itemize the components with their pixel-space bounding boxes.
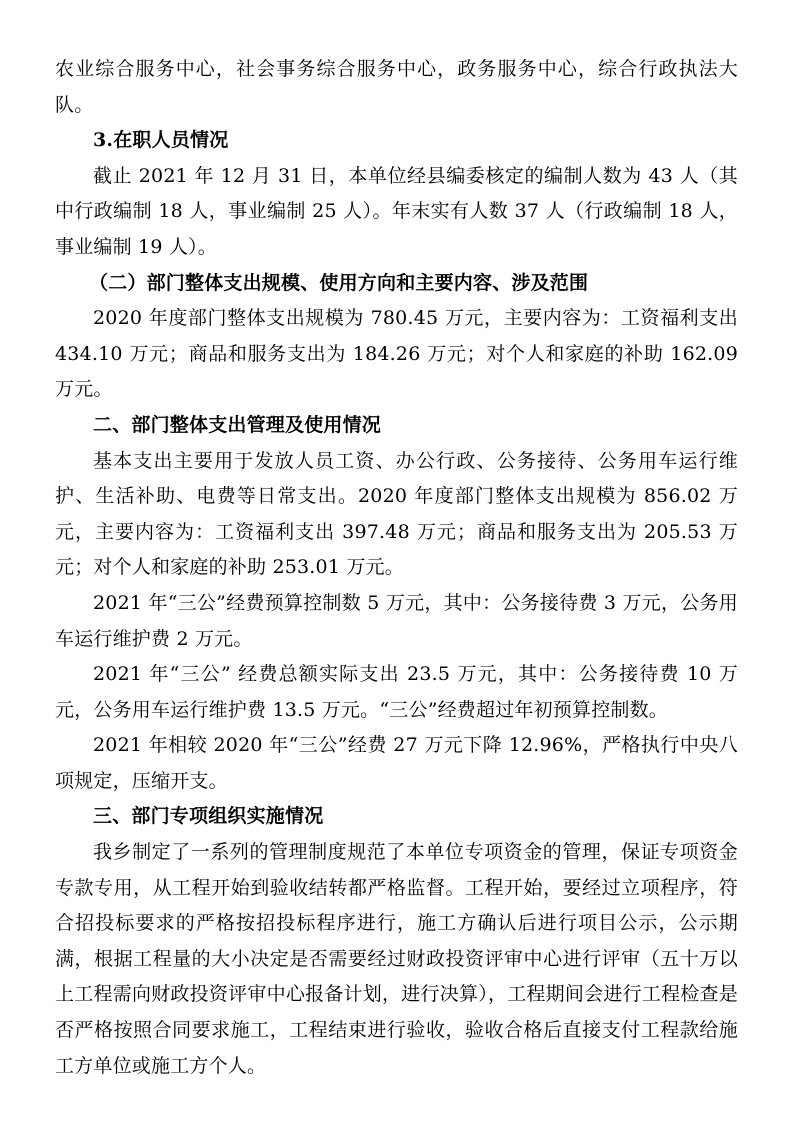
heading-staff-situation: 3.在职人员情况: [93, 129, 229, 152]
heading-special-projects: 三、部门专项组织实施情况: [93, 805, 324, 828]
paragraph-continuation: 农业综合服务中心，社会事务综合服务中心，政务服务中心，综合行政执法大队。: [55, 58, 738, 116]
paragraph-three-public-actual: 2021 年“三公” 经费总额实际支出 23.5 万元，其中：公务接待费 10 万元，公务用车运行维护费 13.5 万元。“三公”经费超过年初预算控制数。: [55, 663, 738, 721]
document-body: [55, 52, 738, 1084]
paragraph-basic-expenditure: 基本支出主要用于发放人员工资、办公行政、公务接待、公务用车运行维护、生活补助、电费等日常支出。2020 年度部门整体支出规模为 856.02 万元，主要内容为：工资福利支出 397.48 万元；商品和服务支出为 205.53 万元；对个人和家庭的补助 253.01 万元。: [55, 449, 738, 579]
paragraph-three-public-budget: 2021 年“三公”经费预算控制数 5 万元，其中：公务接待费 3 万元，公务用车运行维护费 2 万元。: [55, 591, 739, 650]
heading-expenditure-scale: （二）部门整体支出规模、使用方向和主要内容、涉及范围: [89, 271, 589, 294]
heading-expenditure-management: 二、部门整体支出管理及使用情况: [93, 413, 382, 436]
paragraph-special-projects: 我乡制定了一系列的管理制度规范了本单位专项资金的管理，保证专项资金专款专用，从工程开始到验收结转都严格监督。工程开始，要经过立项程序，符合招投标要求的严格按招投标程序进行，施工方确认后进行项目公示，公示期满，根据工程量的大小决定是否需要经过财政投资评审中心进行评审（五十万以上工程需向财政投资评审中心报备计划，进行决算），工程期间会进行工程检查是否严格按照合同要求施工，工程结束进行验收，验收合格后直接支付工程款给施工方单位或施工方个人。: [55, 841, 738, 1077]
paragraph-staff-situation: 截止 2021 年 12 月 31 日，本单位经县编委核定的编制人数为 43 人（其中行政编制 18 人，事业编制 25 人）。年末实有人数 37 人（行政编制 18 人，事业编制 19 人）。: [55, 164, 738, 258]
paragraph-three-public-comparison: 2021 年相较 2020 年“三公”经费 27 万元下降 12.96%，严格执行中央八项规定，压缩开支。: [55, 734, 738, 792]
paragraph-expenditure-scale: 2020 年度部门整体支出规模为 780.45 万元，主要内容为：工资福利支出 434.10 万元；商品和服务支出为 184.26 万元；对个人和家庭的补助 162.09 万元。: [55, 307, 738, 401]
